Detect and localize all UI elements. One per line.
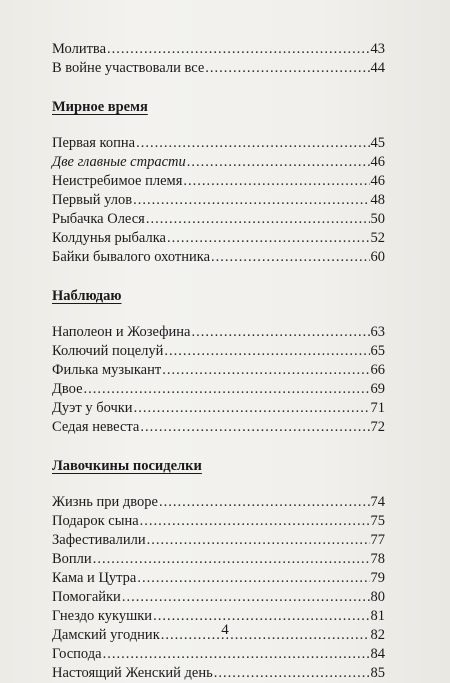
toc-entry — [52, 248, 385, 267]
toc-entry-page: 79 — [370, 570, 385, 586]
toc-entry-title: Зафестивалили — [52, 532, 146, 548]
section-spacer — [52, 306, 385, 323]
toc-entry-title: Колдунья рыбалка — [52, 230, 166, 246]
toc-entry-title: Двое — [52, 381, 83, 397]
toc-entry-page: 85 — [370, 665, 385, 681]
toc-entry-page: 48 — [370, 192, 385, 208]
toc-entry-page: 46 — [370, 154, 385, 170]
toc-entry-page: 66 — [370, 362, 385, 378]
toc-entry-title: Филька музыкант — [52, 362, 162, 378]
toc-entry — [52, 153, 385, 172]
section-spacer — [52, 117, 385, 134]
toc-entry — [52, 361, 385, 380]
toc-entry — [52, 229, 385, 248]
toc-entry-title: Дамский угодник — [52, 627, 160, 643]
toc-entry-page: 63 — [370, 324, 385, 340]
dot-leader — [214, 664, 370, 683]
toc-entry — [52, 59, 385, 78]
section-heading: Лавочкины посиделки — [52, 458, 202, 474]
toc-entry-title: Господа — [52, 646, 102, 662]
toc-entry — [52, 531, 385, 550]
toc-entry — [52, 40, 385, 59]
dot-leader — [134, 399, 370, 418]
dot-leader — [167, 229, 370, 248]
toc-entry-page: 45 — [370, 135, 385, 151]
dot-leader — [103, 645, 370, 664]
dot-leader — [84, 380, 370, 399]
toc-entry-title: Помогайки — [52, 589, 121, 605]
toc-entry-page: 80 — [370, 589, 385, 605]
toc-entry-title: Жизнь при дворе — [52, 494, 158, 510]
toc-entry-page: 71 — [370, 400, 385, 416]
table-of-contents — [52, 40, 385, 683]
dot-leader — [93, 550, 370, 569]
toc-entry-page: 43 — [370, 41, 385, 57]
dot-leader — [133, 191, 369, 210]
toc-entry — [52, 380, 385, 399]
toc-entry-page: 50 — [370, 211, 385, 227]
toc-entry-page: 52 — [370, 230, 385, 246]
toc-entry — [52, 493, 385, 512]
toc-entry — [52, 172, 385, 191]
dot-leader — [162, 361, 369, 380]
toc-entry-page: 78 — [370, 551, 385, 567]
section-heading: Мирное время — [52, 99, 148, 115]
toc-entry-title: Настоящий Женский день — [52, 665, 213, 681]
toc-entry — [52, 569, 385, 588]
dot-leader — [122, 588, 370, 607]
toc-entry — [52, 342, 385, 361]
toc-entry-title: Гнездо кукушки — [52, 608, 153, 624]
toc-entry-page: 82 — [370, 627, 385, 643]
toc-entry-page: 60 — [370, 249, 385, 265]
toc-entry-page: 44 — [370, 60, 385, 76]
dot-leader — [147, 531, 370, 550]
toc-entry — [52, 664, 385, 683]
toc-entry — [52, 323, 385, 342]
dot-leader — [205, 59, 369, 78]
toc-entry — [52, 512, 385, 531]
toc-entry-page: 69 — [370, 381, 385, 397]
dot-leader — [164, 342, 369, 361]
dot-leader — [191, 323, 369, 342]
toc-entry — [52, 588, 385, 607]
toc-entry-title: Первая копна — [52, 135, 136, 151]
section-spacer — [52, 267, 385, 287]
toc-entry-title: Байки бывалого охотника — [52, 249, 210, 265]
toc-entry — [52, 210, 385, 229]
dot-leader — [187, 153, 370, 172]
dot-leader — [107, 40, 369, 59]
toc-entry — [52, 134, 385, 153]
toc-entry-title: Две главные страсти — [52, 154, 186, 170]
toc-entry-title: В войне участвовали все — [52, 60, 205, 76]
toc-entry-page: 65 — [370, 343, 385, 359]
toc-entry-page: 74 — [370, 494, 385, 510]
toc-entry-page: 72 — [370, 419, 385, 435]
toc-entry-title: Первый улов — [52, 192, 133, 208]
dot-leader — [136, 134, 369, 153]
section-spacer — [52, 476, 385, 493]
toc-entry — [52, 550, 385, 569]
toc-entry-title: Наполеон и Жозефина — [52, 324, 191, 340]
toc-entry-title: Дуэт у бочки — [52, 400, 133, 416]
section-heading: Наблюдаю — [52, 288, 122, 304]
toc-entry — [52, 418, 385, 437]
toc-entry-page: 84 — [370, 646, 385, 662]
toc-entry-title: Колючий поцелуй — [52, 343, 164, 359]
toc-entry-page: 81 — [370, 608, 385, 624]
dot-leader — [140, 512, 370, 531]
toc-entry-title: Молитва — [52, 41, 107, 57]
toc-entry-title: Подарок сына — [52, 513, 139, 529]
toc-entry-page: 75 — [370, 513, 385, 529]
toc-entry-page: 46 — [370, 173, 385, 189]
toc-entry-page: 77 — [370, 532, 385, 548]
toc-entry — [52, 191, 385, 210]
toc-entry-title: Рыбачка Олеся — [52, 211, 145, 227]
toc-entry — [52, 645, 385, 664]
dot-leader — [140, 418, 369, 437]
toc-entry-title: Седая невеста — [52, 419, 140, 435]
dot-leader — [146, 210, 370, 229]
dot-leader — [211, 248, 370, 267]
dot-leader — [159, 493, 370, 512]
toc-entry-title: Вопли — [52, 551, 92, 567]
page-number: 4 — [221, 622, 229, 638]
toc-entry-title: Неистребимое племя — [52, 173, 183, 189]
section-spacer — [52, 78, 385, 98]
toc-entry-title: Кама и Цутра — [52, 570, 137, 586]
toc-entry — [52, 399, 385, 418]
dot-leader — [183, 172, 369, 191]
dot-leader — [137, 569, 369, 588]
section-spacer — [52, 437, 385, 457]
